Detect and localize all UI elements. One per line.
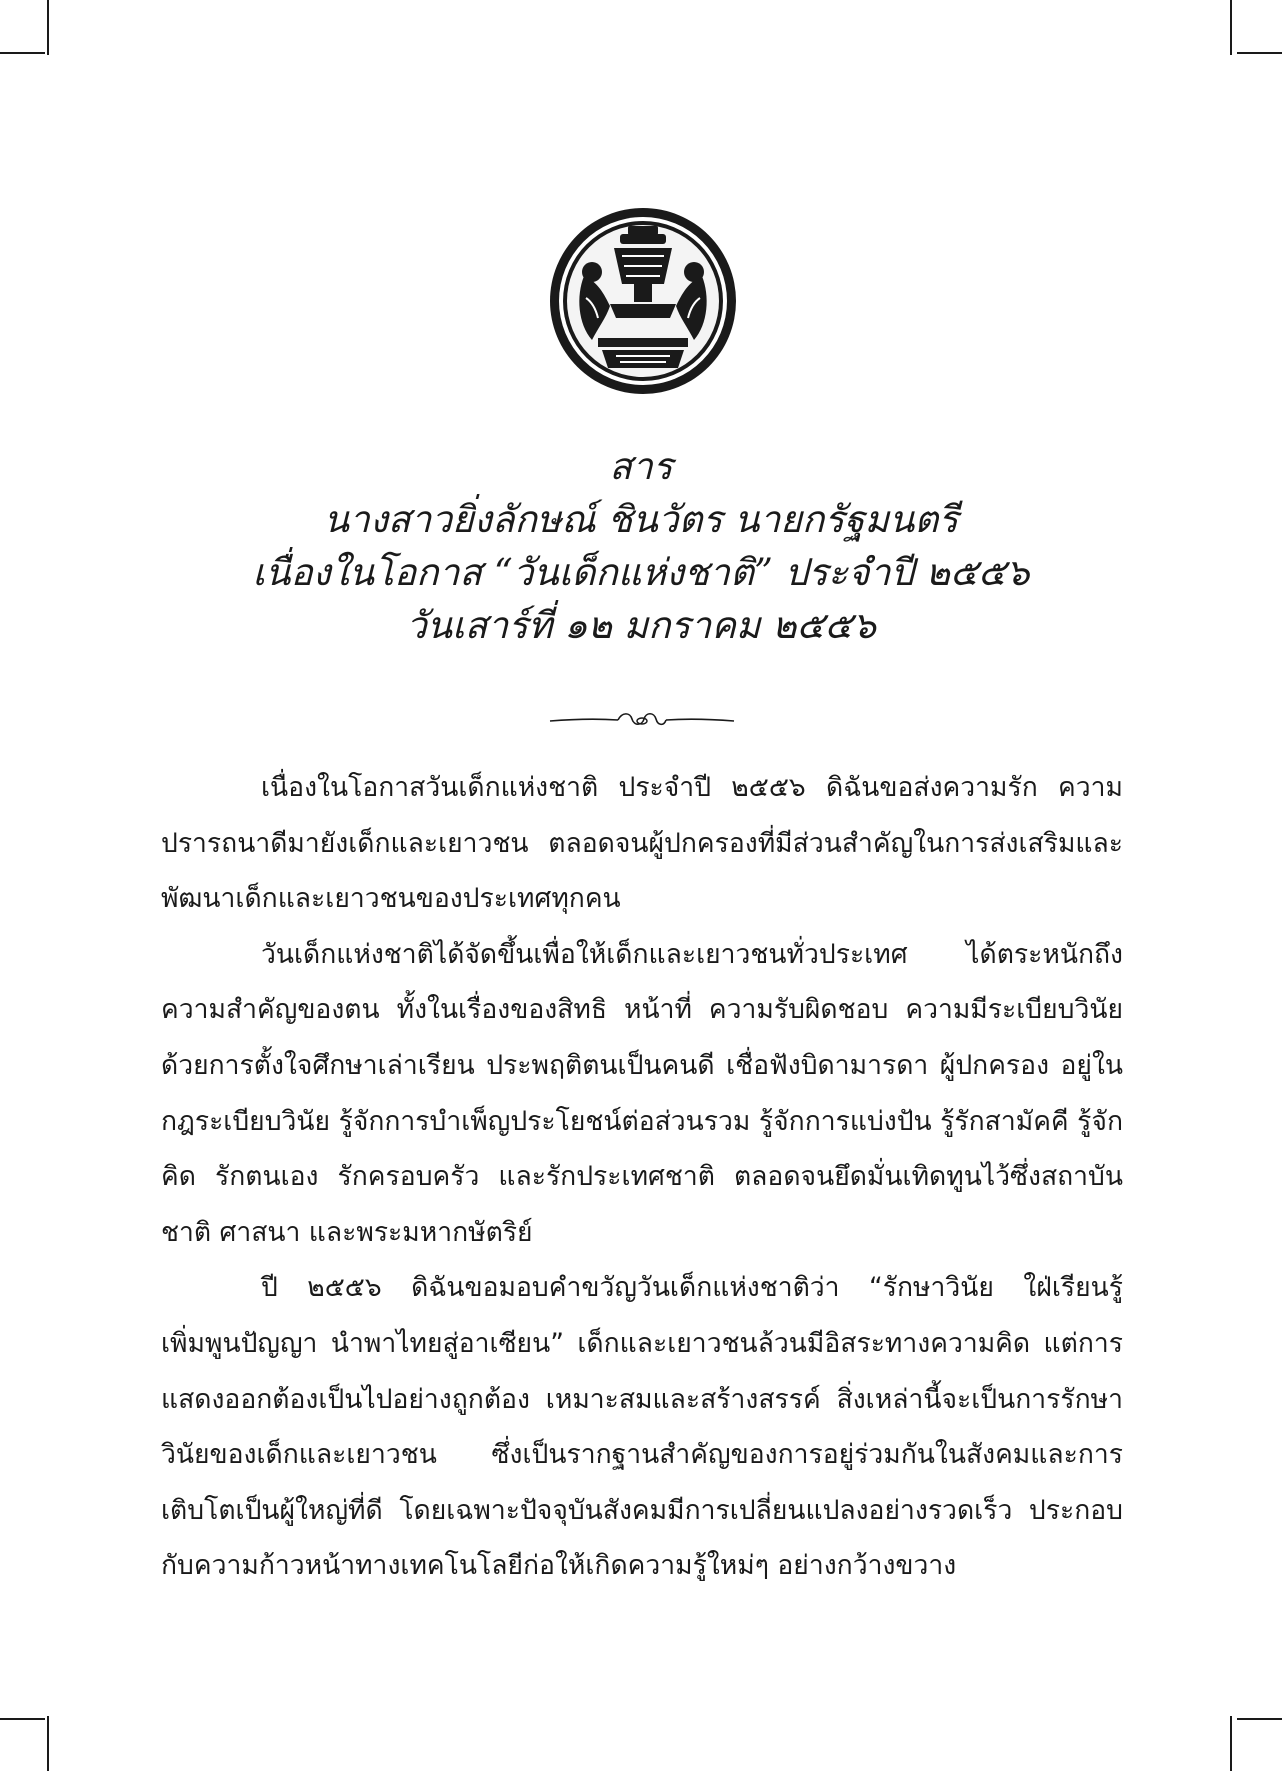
- crop-mark-top-right-h: [1237, 52, 1282, 54]
- crop-mark-bottom-right-h: [1237, 1718, 1282, 1720]
- ornament-divider-icon: [548, 708, 736, 734]
- crop-mark-bottom-right: [1230, 1716, 1232, 1771]
- crop-mark-top-left-h: [0, 52, 45, 54]
- crop-mark-bottom-left-h: [0, 1718, 45, 1720]
- crop-mark-top-left: [47, 0, 49, 55]
- paragraph: เนื่องในโอกาสวันเด็กแห่งชาติ ประจำปี ๒๕๕๖ ดิฉันขอส่งความรัก ความปรารถนาดีมายังเด็กและเยาวชน ตลอดจนผู้ปกครองที่มีส่วนสำคัญในการส่งเสริมและพัฒนาเด็กและเยาวชนของประเทศทุกคน: [161, 772, 1123, 915]
- heading-title: สาร: [609, 445, 673, 488]
- heading-date: วันเสาร์ที่ ๑๒ มกราคม ๒๕๕๖: [406, 604, 876, 647]
- message-body: [161, 760, 1123, 1594]
- government-seal-icon: [548, 206, 738, 396]
- message-heading: [100, 440, 1182, 652]
- crop-mark-bottom-left: [47, 1716, 49, 1771]
- paragraph: ปี ๒๕๕๖ ดิฉันขอมอบคำขวัญวันเด็กแห่งชาติว่า “รักษาวินัย ใฝ่เรียนรู้ เพิ่มพูนปัญญา นำพาไทยสู่อาเซียน” เด็กและเยาวชนล้วนมีอิสระทางความคิด แต่การแสดงออกต้องเป็นไปอย่างถูกต้อง เหมาะสมและสร้างสรรค์ สิ่งเหล่านี้จะเป็นการรักษาวินัยของเด็กและเยาวชน ซึ่งเป็นรากฐานสำคัญของการอยู่ร่วมกันในสังคมและการเติบโตเป็นผู้ใหญ่ที่ดี โดยเฉพาะปัจจุบันสังคมมีการเปลี่ยนแปลงอย่างรวดเร็ว ประกอบกับความก้าวหน้าทางเทคโนโลยีก่อให้เกิดความรู้ใหม่ๆ อย่างกว้างขวาง: [161, 1272, 1123, 1582]
- heading-author: นางสาวยิ่งลักษณ์ ชินวัตร นายกรัฐมนตรี: [323, 498, 959, 541]
- crop-mark-top-right: [1230, 0, 1232, 55]
- paragraph: วันเด็กแห่งชาติได้จัดขึ้นเพื่อให้เด็กและเยาวชนทั่วประเทศ ได้ตระหนักถึงความสำคัญของตน ทั้งในเรื่องของสิทธิ หน้าที่ ความรับผิดชอบ ความมีระเบียบวินัย ด้วยการตั้งใจศึกษาเล่าเรียน ประพฤติตนเป็นคนดี เชื่อฟังบิดามารดา ผู้ปกครอง อยู่ในกฎระเบียบวินัย รู้จักการบำเพ็ญประโยชน์ต่อส่วนรวม รู้จักการแบ่งปัน รู้รักสามัคคี รู้จักคิด รักตนเอง รักครอบครัว และรักประเทศชาติ ตลอดจนยึดมั่นเทิดทูนไว้ซึ่งสถาบันชาติ ศาสนา และพระมหากษัตริย์: [161, 938, 1123, 1248]
- heading-occasion: เนื่องในโอกาส “วันเด็กแห่งชาติ” ประจำปี ๒๕๕๖: [252, 551, 1030, 594]
